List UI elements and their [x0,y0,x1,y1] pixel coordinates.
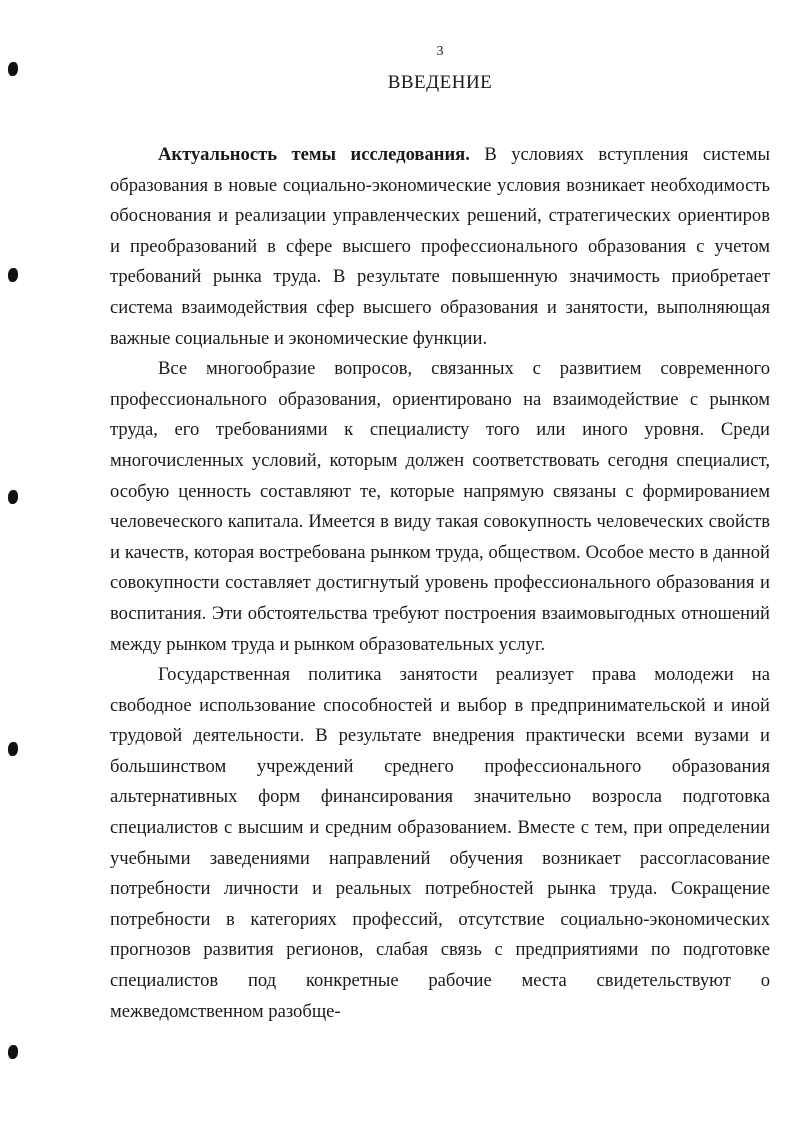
paragraph [110,140,770,354]
binding-hole-mark [8,490,18,504]
paragraph-text: Государственная политика занятости реализует права молодежи на свободное использование способностей и выбор в предпринимательской и иной трудовой деятельности. В результате внедрения практически всеми вузами и большинством учреждений среднего профессионального образования альтернативных форм финансирования значительно возросла подготовка специалистов с высшим и средним образованием. Вместе с тем, при определении учебными заведениями направлений обучения возникает рассогласование потребности личности и реальных потребностей рынка труда. Сокращение потребности в категориях профессий, отсутствие социально-экономических прогнозов развития регионов, слабая связь с предприятиями по подготовке специалистов под конкретные рабочие места свидетельствуют о межведомственном разобще- [110,664,770,1022]
page-number: 3 [436,44,444,59]
paragraph-lead: Актуальность темы исследования. [158,144,470,165]
binding-hole-mark [8,742,18,756]
binding-hole-mark [8,268,18,282]
page-title: ВВЕДЕНИЕ [387,72,493,93]
paragraph-text: Все многообразие вопросов, связанных с развитием современного профессионального образования, ориентировано на взаимодействие с рынком труда, его требованиями к специалисту того или иного уровня. Среди многочисленных условий, которым должен соответствовать сегодня специалист, особую ценность составляют те, которые напрямую связаны с формированием человеческого капитала. Имеется в виду такая совокупность человеческих свойств и качеств, которая востребована рынком труда, обществом. Особое место в данной совокупности составляет достигнутый уровень профессионального образования и воспитания. Эти обстоятельства требуют построения взаимовыгодных отношений между рынком труда и рынком образовательных услуг. [110,358,770,655]
paragraph [110,354,770,660]
paragraph [110,660,770,1027]
body-text [110,140,770,1027]
binding-hole-mark [8,1045,18,1059]
paragraph-text: В условиях вступления системы образования в новые социально-экономические условия возникает необходимость обоснования и реализации управленческих решений, стратегических ориентиров и преобразований в сфере высшего профессионального образования с учетом требований рынка труда. В результате повышенную значимость приобретает система взаимодействия сфер высшего образования и занятости, выполняющая важные социальные и экономические функции. [110,144,770,349]
